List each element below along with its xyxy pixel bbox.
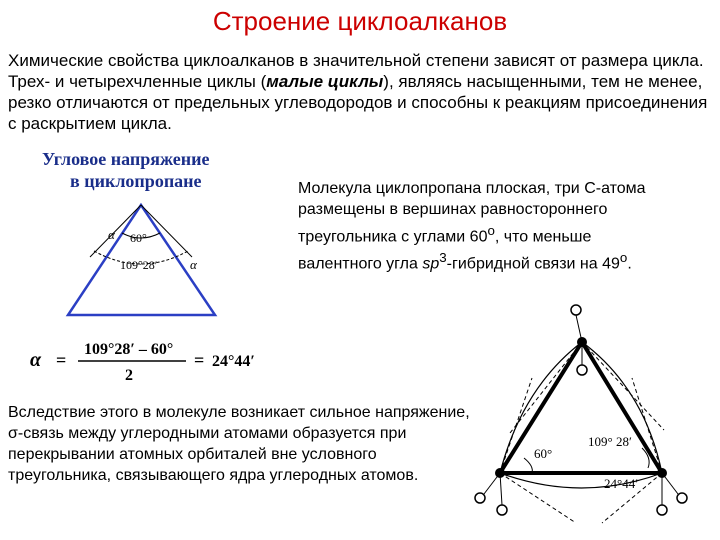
strain-formula: [28, 336, 290, 384]
note-text-4: .: [627, 255, 632, 273]
page-title: Строение циклоалканов: [212, 6, 508, 36]
label-60-right: 60°: [534, 446, 553, 461]
formula-equals-1: =: [56, 350, 67, 370]
note-text-2: , что меньше валентного угла: [298, 228, 592, 273]
intro-text-2: ), являясь насыщенными, тем не менее, резко отличаются от предельных углеводородов и способны к реакциям присоединения с раскрытием цикла.: [8, 72, 708, 133]
intro-paragraph: [8, 50, 713, 134]
strain-explanation: Вследствие этого в молекуле возникает сильное напряжение, σ-связь между углеродными атомами образуется при перекрывании атомных орбиталей вне условного треугольника, связывающего ядра углеродных атомов.: [8, 404, 470, 484]
left-angle-figure: [50, 195, 250, 325]
arc-60-right-figure: [524, 458, 532, 473]
formula-result: 24°44′: [212, 353, 255, 370]
intro-text-1: Химические свойства циклоалканов в значительной степени зависят от размера цикла. Трех- и четырехчленные циклы (: [8, 51, 704, 91]
formula-numerator: 109°28′ – 60°: [84, 341, 174, 358]
formula-alpha: α: [30, 349, 42, 371]
label-109: 109°28′: [120, 258, 158, 272]
label-alpha-left: α: [108, 227, 115, 242]
diagram-heading-line2: в циклопропане: [70, 171, 202, 191]
note-text-1: Молекула циклопропана плоская, три С-атома размещены в вершинах равностороннего треугольника с углами 60: [298, 180, 646, 246]
diagram-heading: [30, 148, 270, 192]
bent-bond-figure: [472, 298, 712, 538]
bond-line-right: [141, 205, 192, 257]
formula-equals-2: =: [194, 350, 205, 370]
planarity-note: [298, 178, 653, 275]
note-sp: sp: [422, 255, 440, 273]
diagram-heading-line1: Угловое напряжение: [42, 149, 210, 169]
note-text-3: -гибридной связи на 49: [446, 255, 620, 273]
formula-denominator: 2: [125, 367, 133, 384]
note-sp-superscript: 3: [439, 250, 447, 266]
note-degree-2: о: [619, 250, 628, 266]
carbon-triangle: [500, 342, 662, 473]
label-60: 60°: [130, 231, 147, 245]
intro-emphasis: малые циклы: [266, 72, 384, 91]
label-24-right: 24°44′: [604, 476, 639, 491]
label-alpha-right: α: [190, 257, 197, 272]
note-degree-1: о: [487, 223, 495, 238]
label-109-right: 109° 28′: [588, 434, 632, 449]
